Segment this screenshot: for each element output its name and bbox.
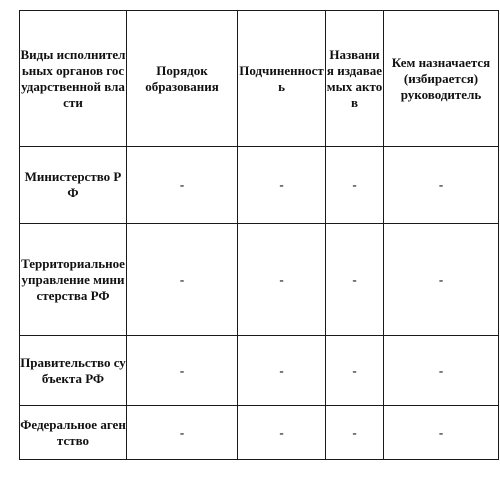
column-header-formation-order: Порядок образования: [127, 11, 238, 147]
table-row: [20, 224, 499, 336]
table-cell: -: [384, 224, 499, 336]
column-header-body-types: Виды исполнительных органов государственной власти: [20, 11, 127, 147]
table-cell: -: [326, 336, 384, 406]
table-cell: -: [127, 406, 238, 460]
table-cell: -: [238, 147, 326, 224]
row-label: Министерство РФ: [20, 147, 127, 224]
row-label: Федеральное агентство: [20, 406, 127, 460]
executive-bodies-table: [19, 10, 499, 460]
table-cell: -: [384, 336, 499, 406]
table-cell: -: [127, 224, 238, 336]
table-cell: -: [127, 336, 238, 406]
table-row: [20, 336, 499, 406]
column-header-act-names: Названия издаваемых актов: [326, 11, 384, 147]
row-label: Правительство субъекта РФ: [20, 336, 127, 406]
table-cell: -: [384, 147, 499, 224]
table-cell: -: [238, 406, 326, 460]
table-cell: -: [384, 406, 499, 460]
table-cell: -: [326, 406, 384, 460]
row-label: Территориальное управление министерства РФ: [20, 224, 127, 336]
column-header-subordination: Подчиненность: [238, 11, 326, 147]
table-cell: -: [326, 224, 384, 336]
table-cell: -: [238, 336, 326, 406]
table-cell: -: [127, 147, 238, 224]
column-header-head-appointment: Кем назначается (избирается) руководитель: [384, 11, 499, 147]
table-cell: -: [326, 147, 384, 224]
table-row: [20, 147, 499, 224]
table-row: [20, 406, 499, 460]
table-cell: -: [238, 224, 326, 336]
table-header-row: [20, 11, 499, 147]
